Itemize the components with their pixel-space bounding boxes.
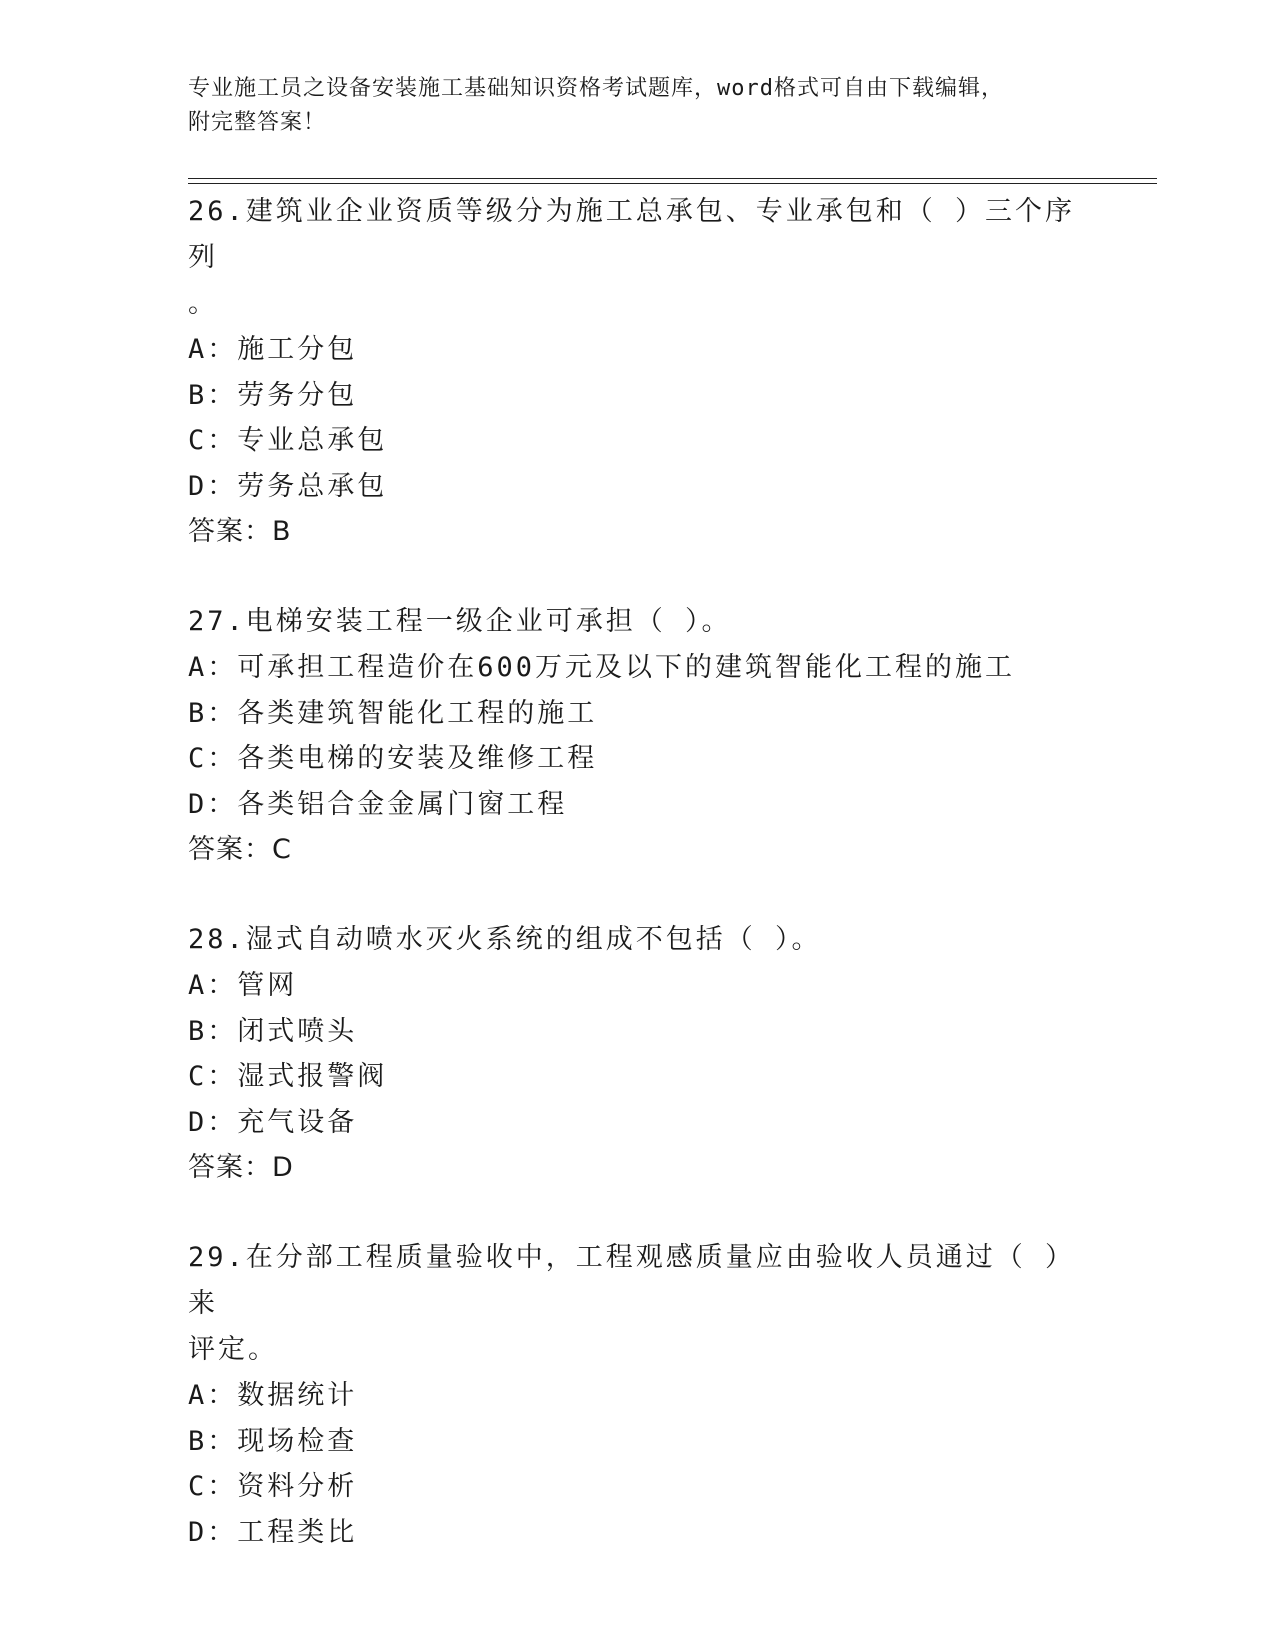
header-divider-top (188, 178, 1157, 179)
header-line-1: 专业施工员之设备安装施工基础知识资格考试题库，word格式可自由下载编辑， (188, 76, 1004, 101)
option-b: B：现场检查 (188, 1425, 358, 1457)
question-stem-continued: 。 (188, 288, 218, 319)
question-stem: 26.建筑业企业资质等级分为施工总承包、专业承包和（ ）三个序列 (188, 196, 1076, 273)
question-stem-continued: 评定。 (188, 1334, 278, 1365)
option-c: C：专业总承包 (188, 425, 388, 456)
answer-line: 答案：C (188, 834, 292, 865)
option-b: B：各类建筑智能化工程的施工 (188, 697, 598, 729)
option-a: A：可承担工程造价在600万元及以下的建筑智能化工程的施工 (188, 652, 1016, 683)
option-c: C：各类电梯的安装及维修工程 (188, 743, 598, 774)
option-d: D：充气设备 (188, 1106, 358, 1138)
answer-line: 答案：B (188, 516, 292, 547)
header-line-2: 附完整答案！ (188, 110, 327, 135)
question-29 (188, 1235, 1088, 1555)
option-a: A：管网 (188, 970, 298, 1001)
option-c: C：湿式报警阀 (188, 1061, 388, 1092)
question-list (188, 189, 1088, 1599)
question-27 (188, 599, 1088, 873)
option-d: D：工程类比 (188, 1516, 358, 1548)
answer-line: 答案：D (188, 1152, 294, 1183)
question-stem: 29.在分部工程质量验收中，工程观感质量应由验收人员通过（ ）来 (188, 1242, 1076, 1319)
header-divider-bottom (188, 183, 1157, 184)
option-d: D：劳务总承包 (188, 470, 388, 502)
question-stem: 27.电梯安装工程一级企业可承担（ ）。 (188, 606, 732, 637)
question-stem: 28.湿式自动喷水灭火系统的组成不包括（ ）。 (188, 924, 822, 955)
question-26 (188, 189, 1088, 555)
question-28 (188, 917, 1088, 1191)
option-b: B：闭式喷头 (188, 1015, 358, 1047)
option-a: A：施工分包 (188, 334, 358, 365)
option-a: A：数据统计 (188, 1380, 358, 1411)
option-b: B：劳务分包 (188, 379, 358, 411)
document-header (188, 72, 1088, 140)
option-d: D：各类铝合金金属门窗工程 (188, 788, 568, 820)
option-c: C：资料分析 (188, 1471, 358, 1502)
